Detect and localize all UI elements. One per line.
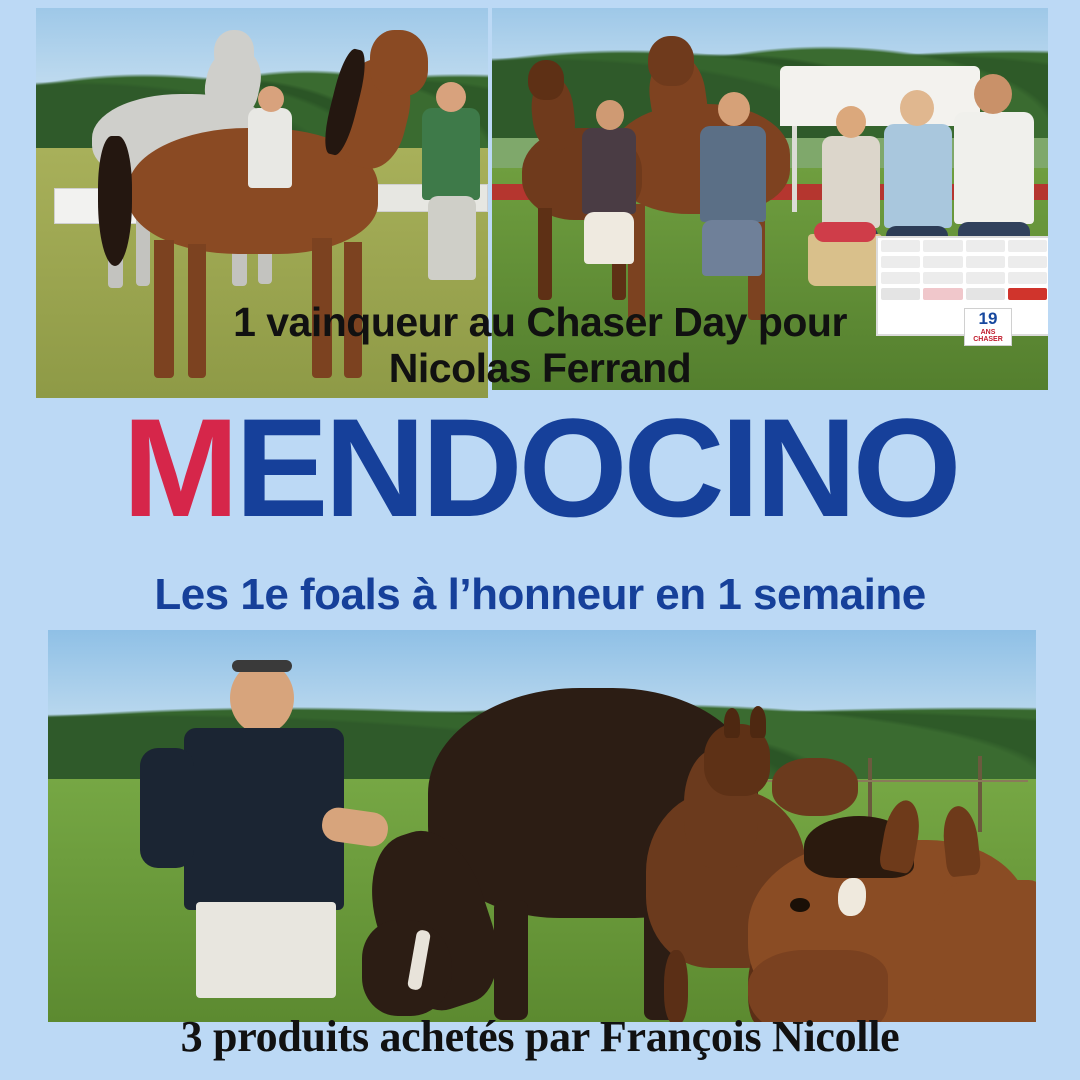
tagline: Les 1e foals à l’honneur en 1 semaine bbox=[154, 570, 926, 619]
person-light-blue-shirt bbox=[884, 124, 952, 228]
photo-bottom bbox=[48, 630, 1036, 1022]
dark-mare-leg bbox=[494, 900, 528, 1020]
person-dark-top bbox=[582, 128, 636, 214]
sponsor-logo bbox=[881, 272, 920, 284]
sponsor-logo bbox=[923, 272, 962, 284]
person-head bbox=[596, 100, 624, 130]
man-head bbox=[230, 662, 294, 734]
grey-horse-head bbox=[214, 30, 254, 74]
foal-leg bbox=[538, 208, 552, 300]
handler-green-shirt bbox=[422, 108, 480, 200]
sponsor-logo bbox=[966, 288, 1005, 300]
dark-mare-head bbox=[362, 920, 452, 1016]
sponsor-row bbox=[878, 238, 1048, 254]
man-shorts bbox=[196, 902, 336, 998]
foal-head bbox=[528, 60, 564, 100]
sponsor-logo bbox=[1008, 256, 1047, 268]
sponsor-logo bbox=[923, 240, 962, 252]
fence-post bbox=[978, 756, 982, 832]
man-arm bbox=[140, 748, 194, 868]
sponsor-logo bbox=[1008, 240, 1047, 252]
person-shorts bbox=[584, 212, 634, 264]
handler-legs bbox=[428, 196, 476, 280]
ribbon-number: 19 bbox=[978, 309, 998, 328]
sunglasses-on-head bbox=[232, 660, 292, 672]
bay-mare-head bbox=[648, 36, 694, 86]
person-head bbox=[836, 106, 866, 138]
foreground-foal-eye bbox=[790, 898, 810, 912]
sponsor-logo bbox=[881, 240, 920, 252]
man-polo-shirt bbox=[184, 728, 344, 910]
tent-leg bbox=[792, 126, 797, 212]
centre-foal-ear bbox=[724, 708, 740, 738]
person-blue-top bbox=[700, 126, 766, 222]
footer-text: 3 produits achetés par François Nicolle bbox=[180, 1012, 900, 1061]
sponsor-row bbox=[878, 270, 1048, 286]
sponsor-logo-red bbox=[1008, 288, 1047, 300]
bay-foal-head bbox=[370, 30, 428, 96]
sponsor-logo bbox=[923, 256, 962, 268]
sponsor-logo bbox=[881, 256, 920, 268]
person-head bbox=[974, 74, 1012, 114]
ribbon-sub-bottom: CHASER bbox=[973, 336, 1003, 344]
sponsor-row bbox=[878, 254, 1048, 270]
sponsor-logo bbox=[1008, 272, 1047, 284]
handler-head bbox=[258, 86, 284, 112]
brand-rest: ENDOCINO bbox=[235, 389, 958, 546]
person-shorts bbox=[702, 220, 762, 276]
distant-foal bbox=[772, 758, 858, 816]
person-head bbox=[900, 90, 934, 126]
sponsor-logo bbox=[966, 256, 1005, 268]
headline-line-2: Nicolas Ferrand bbox=[388, 344, 692, 391]
sponsor-logo bbox=[966, 272, 1005, 284]
ribbon-sub-top: ANS bbox=[980, 328, 996, 336]
handler-head bbox=[436, 82, 466, 112]
person-head bbox=[718, 92, 750, 126]
person-white-polo bbox=[954, 112, 1034, 224]
person-striped-top bbox=[822, 136, 880, 228]
sponsor-logo bbox=[923, 288, 962, 300]
sponsor-logo bbox=[966, 240, 1005, 252]
foreground-foal-neck bbox=[934, 880, 1036, 1022]
brand-title bbox=[0, 389, 1080, 546]
handler-white-shirt bbox=[248, 108, 292, 188]
event-tent bbox=[780, 66, 980, 126]
bay-foal-tail bbox=[98, 136, 132, 266]
foreground-foal-star bbox=[838, 878, 866, 916]
flowers bbox=[814, 222, 876, 242]
centre-foal-ear bbox=[750, 706, 766, 738]
headline bbox=[0, 300, 1080, 392]
brand-lead-letter: M bbox=[122, 389, 236, 546]
sponsor-logo bbox=[881, 288, 920, 300]
headline-line-1: 1 vainqueur au Chaser Day pour bbox=[233, 299, 847, 345]
